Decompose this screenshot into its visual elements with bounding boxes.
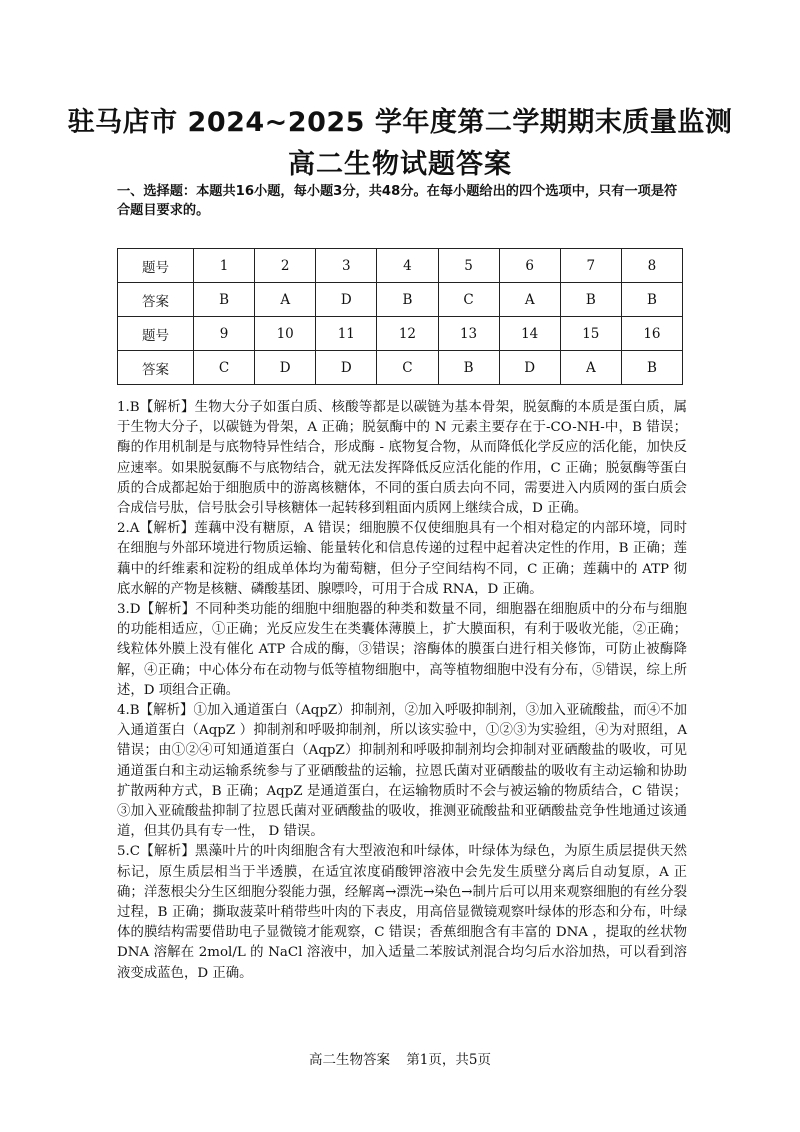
footer-page-number: 第1页，共5页	[406, 1052, 491, 1068]
table-cell: B	[621, 351, 682, 385]
table-cell: A	[499, 283, 560, 317]
table-cell: 16	[621, 317, 682, 351]
section-instructions: 一、选择题：本题共16小题，每小题3分，共48分。在每小题给出的四个选项中，只有一项是符合题目要求的。	[117, 184, 678, 218]
table-cell: 8	[621, 249, 682, 283]
table-row	[118, 317, 683, 351]
table-cell: A	[255, 283, 316, 317]
table-cell: 7	[560, 249, 621, 283]
table-row	[118, 351, 683, 385]
table-cell: B	[438, 351, 499, 385]
explanation-paragraph: 3.D【解析】不同种类功能的细胞中细胞器的种类和数量不同，细胞器在细胞质中的分布与细胞的功能相适应，①正确；光反应发生在类囊体薄膜上，扩大膜面积，有利于吸收光能，②正确；线粒体外膜上没有催化 ATP 合成的酶，③错误；溶酶体的膜蛋白进行相关修饰，可防止被酶降解，④正确；中心体分布在动物与低等植物细胞中，高等植物细胞中没有分布，⑤错误，综上所述，D 项组合正确。	[117, 602, 687, 698]
page-footer	[0, 1048, 800, 1068]
explanation-paragraph: 1.B【解析】生物大分子如蛋白质、核酸等都是以碳链为基本骨架，脱氨酶的本质是蛋白质，属于生物大分子，以碳链为骨架，A 正确；脱氨酶中的 N 元素主要存在于-CO-NH-中，B 错误；酶的作用机制是与底物特异性结合，形成酶 - 底物复合物，从而降低化学反应的活化能，加快反应速率。如果脱氨酶不与底物结合，就无法发挥降低反应活化能的作用，C 正确；脱氨酶等蛋白质的合成都起始于细胞质中的游离核糖体，不同的蛋白质去向不同，需要进入内质网的蛋白质会合成信号肽，信号肽会引导核糖体一起转移到粗面内质网上继续合成，D 正确。	[117, 400, 687, 517]
table-cell: C	[377, 351, 438, 385]
table-cell: 5	[438, 249, 499, 283]
table-cell: 10	[255, 317, 316, 351]
explanation-paragraph: 5.C【解析】黑藻叶片的叶肉细胞含有大型液泡和叶绿体，叶绿体为绿色，为原生质层提供天然标记，原生质层相当于半透膜，在适宜浓度硝酸钾溶液中会先发生质壁分离后自动复原，A 正确；洋葱根尖分生区细胞分裂能力强，经解离→漂洗→染色→制片后可以用来观察细胞的有丝分裂过程，B 正确；撕取菠菜叶稍带些叶肉的下表皮，用高倍显微镜观察叶绿体的形态和分布，叶绿体的膜结构需要借助电子显微镜才能观察，C 错误；香蕉细胞含有丰富的 DNA ，提取的丝状物 DNA 溶解在 2mol/L 的 NaCl 溶液中，加入适量二苯胺试剂混合均匀后水浴加热，可以看到溶液变成蓝色，D 正确。	[117, 844, 687, 981]
table-cell: B	[621, 283, 682, 317]
exam-subtitle: 高二生物试题答案	[288, 149, 512, 180]
exam-title: 驻马店市 2024~2025 学年度第二学期期末质量监测	[67, 107, 733, 138]
table-row-header: 题号	[118, 249, 194, 283]
table-cell: D	[499, 351, 560, 385]
answer-table	[117, 248, 683, 385]
table-cell: B	[377, 283, 438, 317]
footer-subject: 高二生物答案	[309, 1052, 390, 1068]
table-row	[118, 283, 683, 317]
table-cell: B	[194, 283, 255, 317]
table-cell: A	[560, 351, 621, 385]
table-cell: 13	[438, 317, 499, 351]
table-cell: 15	[560, 317, 621, 351]
table-cell: 3	[316, 249, 377, 283]
table-cell: 11	[316, 317, 377, 351]
table-cell: C	[194, 351, 255, 385]
table-row	[118, 249, 683, 283]
table-cell: D	[316, 351, 377, 385]
table-cell: 12	[377, 317, 438, 351]
explanations	[117, 398, 687, 984]
explanation-paragraph: 2.A【解析】莲藕中没有糖原，A 错误；细胞膜不仅使细胞具有一个相对稳定的内部环境，同时在细胞与外部环境进行物质运输、能量转化和信息传递的过程中起着决定性的作用，B 正确；莲藕中的纤维素和淀粉的组成单体均为葡萄糖，但分子空间结构不同，C 正确；莲藕中的 ATP 彻底水解的产物是核糖、磷酸基团、腺嘌呤，可用于合成 RNA，D 正确。	[117, 521, 687, 597]
table-cell: 9	[194, 317, 255, 351]
table-cell: 2	[255, 249, 316, 283]
table-row-header: 答案	[118, 283, 194, 317]
table-cell: 6	[499, 249, 560, 283]
table-cell: 1	[194, 249, 255, 283]
table-cell: 14	[499, 317, 560, 351]
table-cell: C	[438, 283, 499, 317]
explanation-paragraph: 4.B【解析】①加入通道蛋白（AqpZ）抑制剂，②加入呼吸抑制剂，③加入亚硫酸盐，而④不加入通道蛋白（AqpZ ）抑制剂和呼吸抑制剂，所以该实验中，①②③为实验组，④为对照组，A 错误；由①②④可知通道蛋白（AqpZ）抑制剂和呼吸抑制剂均会抑制对亚硒酸盐的吸收，可见通道蛋白和主动运输系统参与了亚硒酸盐的运输，拉恩氏菌对亚硒酸盐的吸收有主动运输和协助扩散两种方式，B 正确；AqpZ 是通道蛋白，在运输物质时不会与被运输的物质结合，C 错误；③加入亚硫酸盐抑制了拉恩氏菌对亚硒酸盐的吸收，推测亚硫酸盐和亚硒酸盐竞争性地通过该通道，但其仍具有专一性， D 错误。	[117, 703, 687, 840]
table-row-header: 答案	[118, 351, 194, 385]
table-cell: D	[255, 351, 316, 385]
table-cell: D	[316, 283, 377, 317]
table-cell: B	[560, 283, 621, 317]
table-cell: 4	[377, 249, 438, 283]
table-row-header: 题号	[118, 317, 194, 351]
